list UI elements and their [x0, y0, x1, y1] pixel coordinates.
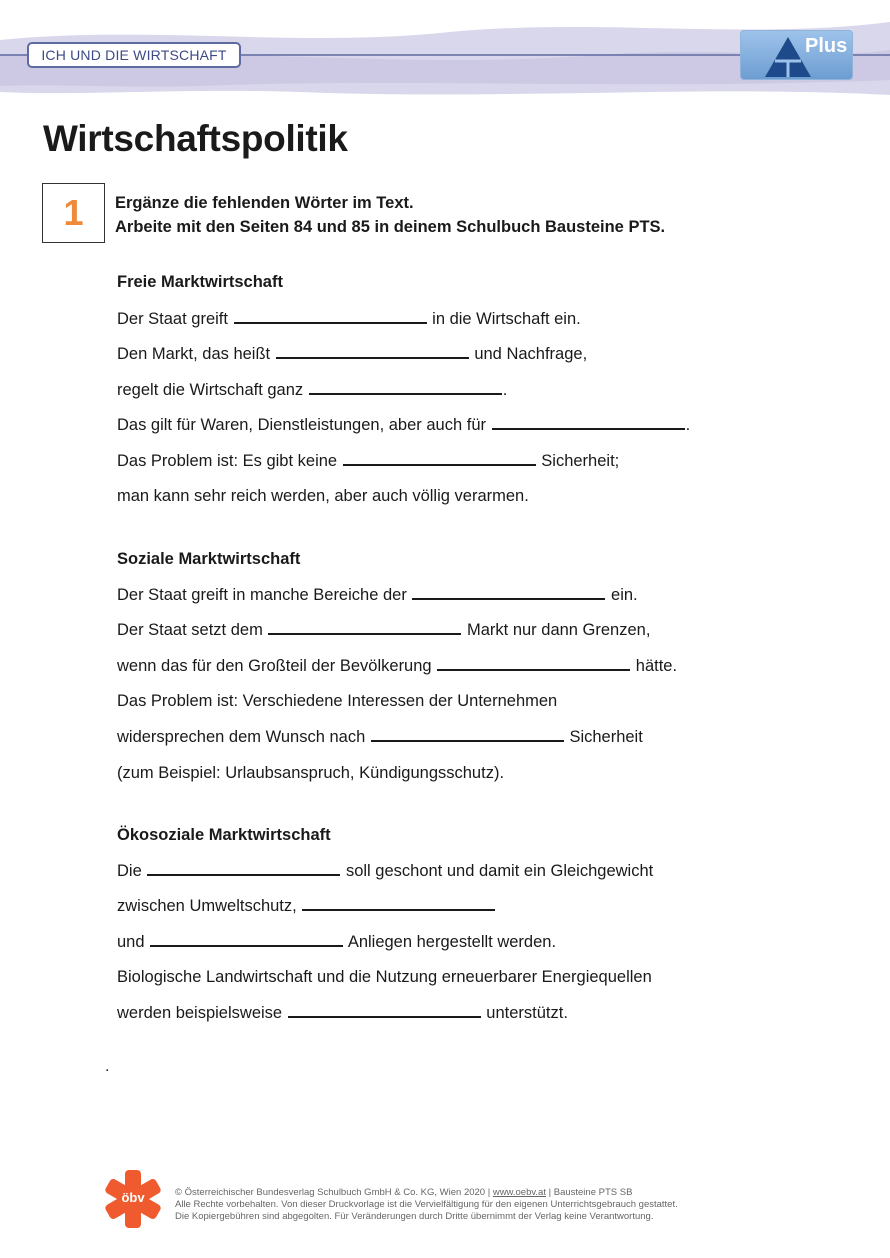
text-line: wenn das für den Großteil der Bevölkerung hätte.	[117, 657, 678, 675]
fill-blank[interactable]	[268, 621, 461, 635]
text-line: Der Staat greift in manche Bereiche der ein.	[117, 586, 638, 604]
text-line: Den Markt, das heißt und Nachfrage,	[117, 345, 588, 363]
task-number: 1	[42, 183, 105, 243]
footer-line-2: Alle Rechte vorbehalten. Von dieser Druckvorlage ist die Vervielfältigung für den eigenen Unterrichtsgebrauch gestattet.	[175, 1199, 678, 1210]
plus-label: Plus	[805, 35, 848, 57]
section-title-oeko: Ökosoziale Marktwirtschaft	[117, 826, 331, 844]
fill-blank[interactable]	[437, 657, 630, 671]
task-instruction	[115, 191, 665, 239]
text-line: Die soll geschont und damit ein Gleichgewicht	[117, 862, 654, 880]
header-tag: ICH UND DIE WIRTSCHAFT	[27, 42, 241, 68]
fill-blank[interactable]	[309, 381, 502, 395]
text-line: widersprechen dem Wunsch nach Sicherheit	[117, 728, 643, 746]
fill-blank[interactable]	[288, 1004, 481, 1018]
footer-copyright	[175, 1187, 678, 1223]
fill-blank[interactable]	[302, 897, 495, 911]
instruction-line-1: Ergänze die fehlenden Wörter im Text.	[115, 194, 414, 212]
footer-line-1: © Österreichischer Bundesverlag Schulbuch GmbH & Co. KG, Wien 2020 | www.oebv.at | Bausteine PTS SB	[175, 1187, 633, 1198]
text-line: Biologische Landwirtschaft und die Nutzung erneuerbarer Energiequellen	[117, 968, 652, 986]
fill-blank[interactable]	[147, 862, 340, 876]
text-line: werden beispielsweise unterstützt.	[117, 1004, 568, 1022]
text-line: man kann sehr reich werden, aber auch völlig verarmen.	[117, 487, 529, 505]
fill-blank[interactable]	[150, 933, 343, 947]
text-line: regelt die Wirtschaft ganz .	[117, 381, 508, 399]
footer-link[interactable]: www.oebv.at	[492, 1187, 546, 1198]
page-title: Wirtschaftspolitik	[43, 118, 348, 159]
text-line: Das gilt für Waren, Dienstleistungen, aber auch für .	[117, 416, 691, 434]
fill-blank[interactable]	[412, 586, 605, 600]
instruction-line-2: Arbeite mit den Seiten 84 und 85 in deinem Schulbuch Bausteine PTS.	[115, 218, 666, 236]
text-line: Der Staat setzt dem Markt nur dann Grenzen,	[117, 621, 651, 639]
fill-blank[interactable]	[343, 452, 536, 466]
text-line: Das Problem ist: Es gibt keine Sicherheit;	[117, 452, 620, 470]
fill-blank[interactable]	[492, 416, 685, 430]
text-line: (zum Beispiel: Urlaubsanspruch, Kündigungsschutz).	[117, 764, 505, 782]
oebv-logo-text: öbv	[121, 1190, 145, 1205]
text-line: Das Problem ist: Verschiedene Interessen der Unternehmen	[117, 692, 558, 710]
footer-line-3: Die Kopiergebühren sind abgegolten. Für Veränderungen durch Dritte übernimmt der Verlag keine Verantwortung.	[175, 1211, 654, 1222]
section-title-freie: Freie Marktwirtschaft	[117, 273, 283, 291]
text-line: Der Staat greift in die Wirtschaft ein.	[117, 310, 581, 328]
fill-blank[interactable]	[371, 728, 564, 742]
fill-blank[interactable]	[276, 345, 469, 359]
fill-blank[interactable]	[234, 310, 427, 324]
plus-badge	[740, 30, 853, 80]
section-title-soziale: Soziale Marktwirtschaft	[117, 550, 301, 568]
stray-dot: .	[105, 1058, 110, 1075]
text-line: und Anliegen hergestellt werden.	[117, 933, 557, 951]
text-line: zwischen Umweltschutz,	[117, 897, 496, 916]
